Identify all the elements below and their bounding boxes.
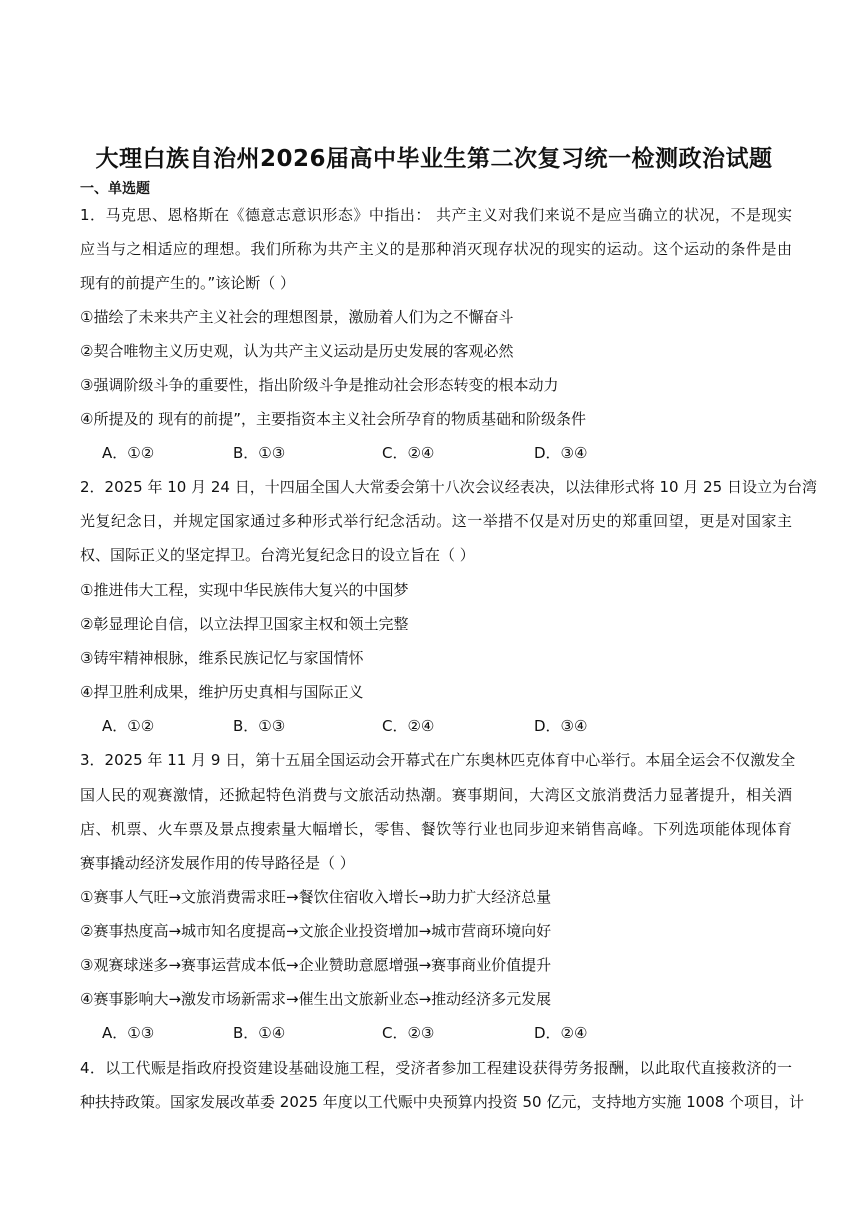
option-b[interactable]: B．①③ — [233, 717, 286, 735]
page-title: 大理白族自治州2026届高中毕业生第二次复习统一检测政治试题 — [95, 146, 773, 172]
question-3-stem-line: 赛事撬动经济发展作用的传导路径是（ ） — [80, 854, 355, 872]
option-a[interactable]: A．①② — [102, 717, 155, 735]
question-1-stem-line: 应当与之相适应的理想。我们所称为共产主义的是那种消灭现存状况的现实的运动。这个运动的条件是由 — [80, 240, 792, 258]
question-1-stem-line: 1．马克思、恩格斯在《德意志意识形态》中指出： 共产主义对我们来说不是应当确立的状况，不是现实 — [80, 206, 792, 224]
question-1-item: ④所提及的 现有的前提”，主要指资本主义社会所孕育的物质基础和阶级条件 — [80, 410, 586, 428]
option-b[interactable]: B．①③ — [233, 444, 286, 462]
question-1-item: ①描绘了未来共产主义社会的理想图景，激励着人们为之不懈奋斗 — [80, 308, 514, 326]
question-3-stem-line: 店、机票、火车票及景点搜索量大幅增长，零售、餐饮等行业也同步迎来销售高峰。下列选项能体现体育 — [80, 820, 792, 838]
option-b[interactable]: B．①④ — [233, 1024, 286, 1042]
question-3-options — [102, 1022, 702, 1044]
option-c[interactable]: C．②④ — [382, 444, 435, 462]
question-1-stem-line: 现有的前提产生的。”该论断（ ） — [80, 274, 296, 292]
option-a[interactable]: A．①③ — [102, 1024, 155, 1042]
option-a[interactable]: A．①② — [102, 444, 155, 462]
question-3-item: ①赛事人气旺→文旅消费需求旺→餐饮住宿收入增长→助力扩大经济总量 — [80, 888, 552, 906]
question-1-item: ③强调阶级斗争的重要性，指出阶级斗争是推动社会形态转变的根本动力 — [80, 376, 559, 394]
question-1-item: ②契合唯物主义历史观，认为共产主义运动是历史发展的客观必然 — [80, 342, 514, 360]
question-3-item: ④赛事影响大→激发市场新需求→催生出文旅新业态→推动经济多元发展 — [80, 990, 552, 1008]
question-2-stem-line: 光复纪念日，并规定国家通过多种形式举行纪念活动。这一举措不仅是对历史的郑重回望，更是对国家主 — [80, 512, 792, 530]
question-3-stem-line: 3．2025 年 11 月 9 日，第十五届全国运动会开幕式在广东奥林匹克体育中心举行。本届全运会不仅激发全 — [80, 751, 796, 769]
question-3-item: ③观赛球迷多→赛事运营成本低→企业赞助意愿增强→赛事商业价值提升 — [80, 956, 552, 974]
question-3-stem-line: 国人民的观赛激情，还掀起特色消费与文旅活动热潮。赛事期间，大湾区文旅消费活力显著提升，相关酒 — [80, 786, 792, 804]
question-2-item: ①推进伟大工程，实现中华民族伟大复兴的中国梦 — [80, 581, 409, 599]
question-2-stem-line: 权、国际正义的坚定捍卫。台湾光复纪念日的设立旨在（ ） — [80, 546, 475, 564]
question-4-stem-line: 种扶持政策。国家发展改革委 2025 年度以工代赈中央预算内投资 50 亿元，支持地方实施 1008 个项目，计 — [80, 1093, 805, 1111]
question-1-options — [102, 442, 702, 464]
question-3-item: ②赛事热度高→城市知名度提高→文旅企业投资增加→城市营商环境向好 — [80, 922, 552, 940]
section-heading: 一、单选题 — [80, 181, 150, 197]
option-c[interactable]: C．②③ — [382, 1024, 435, 1042]
question-2-options — [102, 715, 702, 737]
option-c[interactable]: C．②④ — [382, 717, 435, 735]
question-2-item: ②彰显理论自信，以立法捍卫国家主权和领土完整 — [80, 615, 409, 633]
option-d[interactable]: D．②④ — [534, 1024, 588, 1042]
question-2-stem-line: 2．2025 年 10 月 24 日，十四届全国人大常委会第十八次会议经表决，以法律形式将 10 月 25 日设立为台湾 — [80, 478, 817, 496]
question-2-item: ③铸牢精神根脉，维系民族记忆与家国情怀 — [80, 649, 364, 667]
option-d[interactable]: D．③④ — [534, 444, 588, 462]
option-d[interactable]: D．③④ — [534, 717, 588, 735]
question-4-stem-line: 4．以工代赈是指政府投资建设基础设施工程，受济者参加工程建设获得劳务报酬，以此取代直接救济的一 — [80, 1059, 792, 1077]
question-2-item: ④捍卫胜利成果，维护历史真相与国际正义 — [80, 683, 364, 701]
